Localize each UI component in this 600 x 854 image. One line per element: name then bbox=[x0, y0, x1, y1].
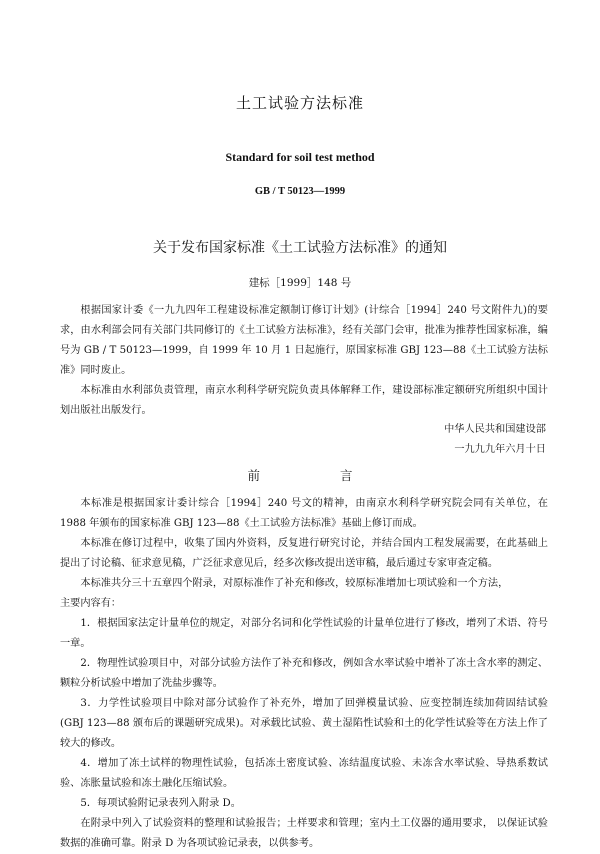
preface-body bbox=[60, 494, 548, 854]
preface-heading-char-1: 前 bbox=[247, 468, 260, 483]
preface-paragraph: 本标准在修订过程中，收集了国内外资料，反复进行研究讨论，并结合国内工程发展需要，在此基础上提出了讨论稿、征求意见稿，广泛征求意见后，经多次修改提出送审稿，最后通过专家审查定稿。 bbox=[60, 538, 548, 569]
document-title-cn: 土工试验方法标准 bbox=[235, 94, 364, 112]
preface-item: 5．每项试验附记录表列入附录 D。 bbox=[80, 798, 241, 809]
preface-intro: 主要内容有： bbox=[60, 598, 122, 609]
notice-number: 建标［1999］148 号 bbox=[248, 277, 352, 289]
notice-body bbox=[60, 301, 548, 421]
signature-block bbox=[444, 420, 546, 460]
notice-title: 关于发布国家标准《土工试验方法标准》的通知 bbox=[153, 240, 447, 256]
preface-heading bbox=[0, 466, 600, 484]
preface-item: 2．物理性试验项目中，对部分试验方法作了补充和修改，例如含水率试验中增补了冻土含水率的测定、颗粒分析试验中增加了洗盐步骤等。 bbox=[60, 658, 548, 689]
document-title-en: Standard for soil test method bbox=[225, 150, 375, 164]
issuer: 中华人民共和国建设部 bbox=[444, 424, 546, 435]
preface-item: 1．根据国家法定计量单位的规定，对部分名词和化学性试验的计量单位进行了修改，增列了术语、符号一章。 bbox=[60, 618, 548, 649]
preface-paragraph: 本标准共分三十五章四个附录，对原标准作了补充和修改，较原标准增加七项试验和一个方法， bbox=[80, 578, 509, 589]
issue-date: 一九九九年六月十日 bbox=[454, 444, 546, 455]
standard-code: GB / T 50123—1999 bbox=[254, 186, 346, 197]
notice-paragraph: 本标准由水利部负责管理，南京水利科学研究院负责具体解释工作，建设部标准定额研究所组织中国计划出版社出版发行。 bbox=[60, 385, 548, 416]
preface-item: 4．增加了冻土试样的物理性试验，包括冻土密度试验、冻结温度试验、未冻含水率试验、导热系数试验、冻胀量试验和冻土融化压缩试验。 bbox=[60, 758, 548, 789]
preface-item: 3．力学性试验项目中除对部分试验作了补充外，增加了回弹模量试验、应变控制连续加荷固结试验(GBJ 123—88 颁布后的课题研究成果)。对承载比试验、黄土湿陷性试验和土的化学性试验等在方法上作了较大的修改。 bbox=[60, 698, 548, 749]
preface-paragraph: 本标准是根据国家计委计综合［1994］240 号文的精神，由南京水利科学研究院会同有关单位，在 1988 年颁布的国家标准 GBJ 123—88《土工试验方法标准》基础上修订而成。 bbox=[60, 498, 548, 529]
preface-heading-char-2: 言 bbox=[340, 468, 353, 483]
notice-paragraph: 根据国家计委《一九九四年工程建设标准定额制订修订计划》(计综合［1994］240 号文附件九)的要求，由水利部会同有关部门共同修订的《土工试验方法标准》，经有关部门会审，批准为推荐性国家标准，编号为 GB / T 50123—1999，自 1999 年 10 月 1 日起施行，原国家标准 GBJ 123—88《土工试验方法标准》同时废止。 bbox=[60, 305, 548, 376]
preface-item: 在附录中列入了试验资料的整理和试验报告；土样要求和管理；室内土工仪器的通用要求， 以保证试验数据的准确可靠。附录 D 为各项试验记录表，以供参考。 bbox=[60, 818, 548, 849]
